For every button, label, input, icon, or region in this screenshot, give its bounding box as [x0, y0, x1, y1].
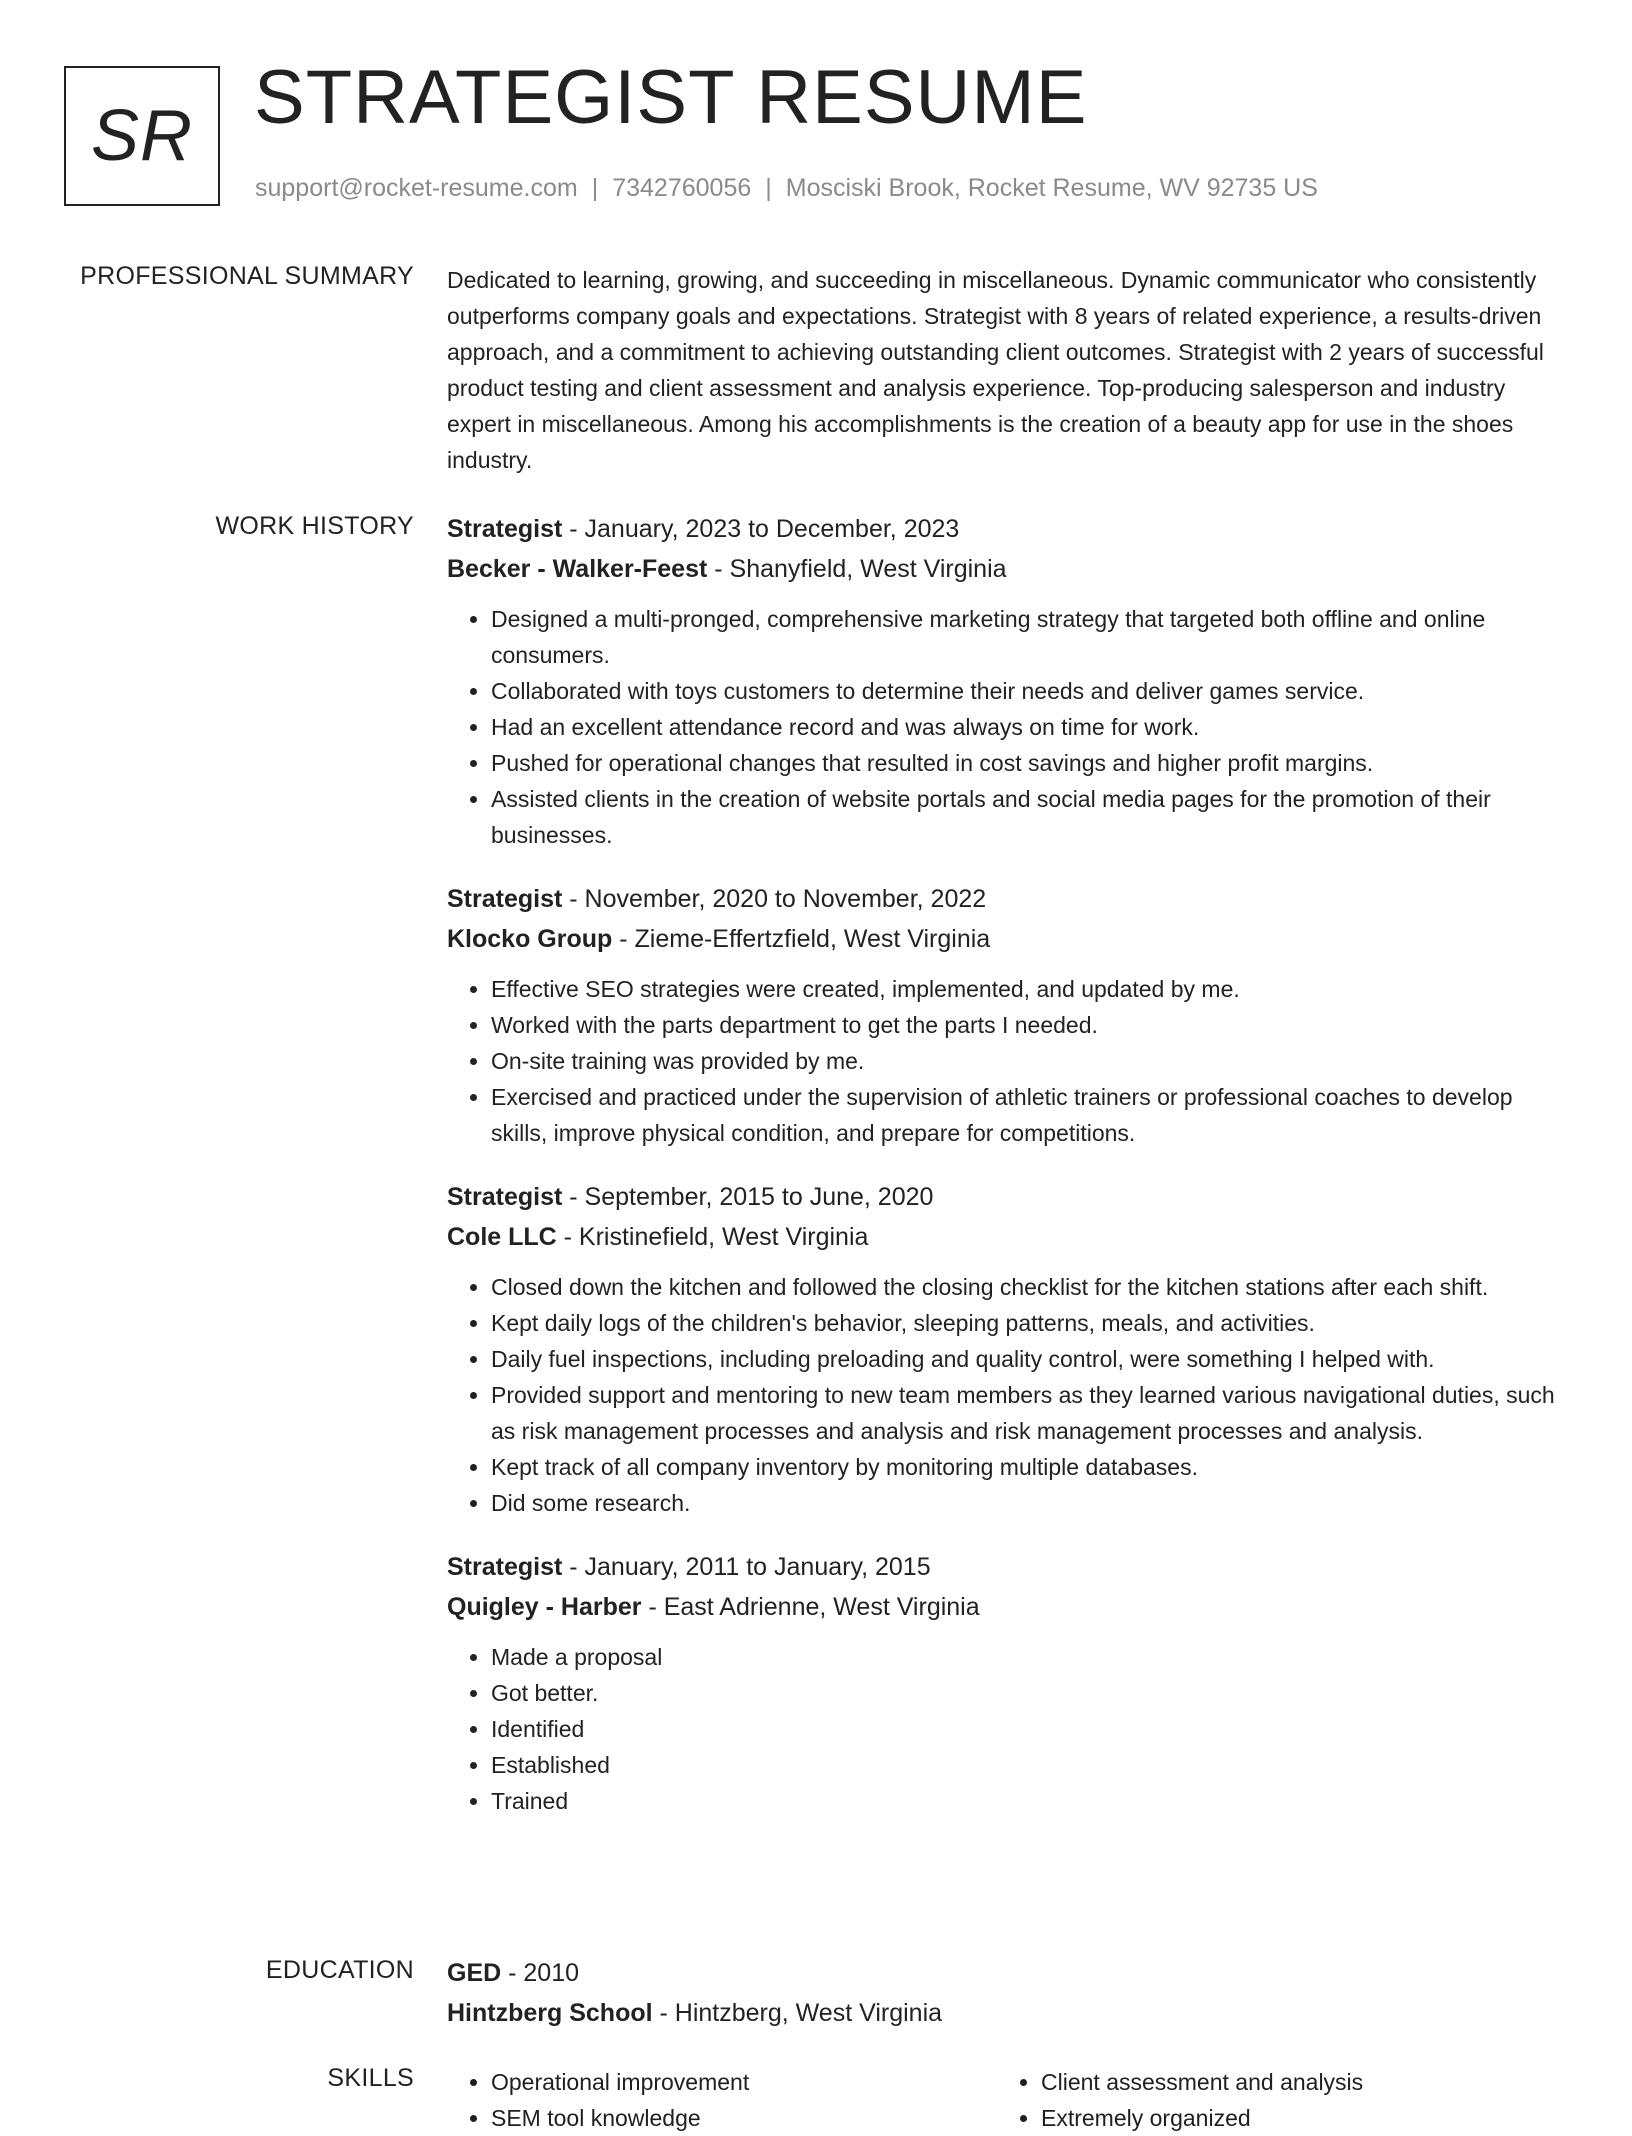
section-heading-work-history: WORK HISTORY [215, 512, 414, 540]
skills-list-right [997, 2064, 1547, 2136]
monogram-badge: SR [64, 66, 220, 206]
job-dates: - January, 2023 to December, 2023 [562, 515, 960, 543]
skill-item: • Operational improvement [491, 2064, 997, 2100]
job-role: Strategist [447, 885, 563, 913]
work-history-body [447, 509, 1563, 1845]
job-bullets [447, 1639, 1563, 1819]
education-degree-line [447, 1953, 1563, 1993]
job-location: - Kristinefield, West Virginia [556, 1223, 869, 1251]
job-bullet-item: • Pushed for operational changes that resulted in cost savings and higher profit margins. [491, 745, 1563, 781]
job-bullet-item: • Assisted clients in the creation of website portals and social media pages for the promotion of their businesses. [491, 781, 1563, 853]
job-title-line [447, 879, 1563, 919]
job-bullet-item: • Designed a multi-pronged, comprehensive marketing strategy that targeted both offline and online consumers. [491, 601, 1563, 673]
job-company: Becker - Walker-Feest [447, 555, 708, 583]
job-bullet-item: • Trained [491, 1783, 1563, 1819]
job-bullet-item: • Identified [491, 1711, 1563, 1747]
skill-item: • Extremely organized [1041, 2100, 1547, 2136]
job-role: Strategist [447, 1553, 563, 1581]
job-location: - Zieme-Effertzfield, West Virginia [612, 925, 991, 953]
job-bullets [447, 601, 1563, 853]
education-school: Hintzberg School [447, 1999, 653, 2027]
job-bullet-item: • Did some research. [491, 1485, 1563, 1521]
job-company-line [447, 1587, 1563, 1627]
job-company: Cole LLC [447, 1223, 557, 1251]
job-bullet-item: • Kept track of all company inventory by monitoring multiple databases. [491, 1449, 1563, 1485]
skills-body [447, 2064, 1563, 2136]
job-bullet-item: • Daily fuel inspections, including preloading and quality control, were something I helped with. [491, 1341, 1563, 1377]
education-location: - Hintzberg, West Virginia [652, 1999, 943, 2027]
contact-line [255, 174, 1318, 203]
skills-columns [447, 2064, 1563, 2136]
job-bullet-item: • Provided support and mentoring to new team members as they learned various navigational duties, such as risk management processes and analysis and risk management processes and analysis. [491, 1377, 1563, 1449]
summary-text: Dedicated to learning, growing, and succeeding in miscellaneous. Dynamic communicator who consistently outperforms company goals and expectations. Strategist with 8 years of related experience, a results-driven approach, and a commitment to achieving outstanding client outcomes. Strategist with 2 years of successful product testing and client assessment and analysis experience. Top-producing salesperson and industry expert in miscellaneous. Among his accomplishments is the creation of a beauty app for use in the shoes industry. [447, 267, 1544, 473]
job-location: - East Adrienne, West Virginia [641, 1593, 980, 1621]
section-heading-education: EDUCATION [265, 1956, 414, 1984]
contact-separator: | [765, 174, 772, 202]
contact-separator: | [591, 174, 599, 202]
job-entry [447, 509, 1563, 853]
job-bullets [447, 1269, 1563, 1521]
education-body [447, 1953, 1563, 2033]
section-heading-summary: PROFESSIONAL SUMMARY [80, 262, 414, 290]
job-bullet-item: • Collaborated with toys customers to determine their needs and deliver games service. [491, 673, 1563, 709]
job-bullet-item: • Closed down the kitchen and followed the closing checklist for the kitchen stations after each shift. [491, 1269, 1563, 1305]
contact-phone[interactable]: 7342760056 [612, 174, 752, 202]
job-bullet-item: • Worked with the parts department to get the parts I needed. [491, 1007, 1563, 1043]
job-dates: - November, 2020 to November, 2022 [562, 885, 987, 913]
job-bullet-item: • Made a proposal [491, 1639, 1563, 1675]
job-company-line [447, 1217, 1563, 1257]
job-entry [447, 879, 1563, 1151]
section-heading-skills: SKILLS [327, 2064, 414, 2092]
page-title: STRATEGIST RESUME [254, 55, 1088, 140]
job-bullet-item: • Established [491, 1747, 1563, 1783]
job-bullet-item: • Exercised and practiced under the supervision of athletic trainers or professional coaches to develop skills, improve physical condition, and prepare for competitions. [491, 1079, 1563, 1151]
job-dates: - September, 2015 to June, 2020 [562, 1183, 934, 1211]
skill-item: • Client assessment and analysis [1041, 2064, 1547, 2100]
job-entry [447, 1177, 1563, 1521]
contact-email[interactable]: support@rocket-resume.com [255, 174, 578, 202]
job-company: Quigley - Harber [447, 1593, 642, 1621]
job-title-line [447, 1177, 1563, 1217]
job-company: Klocko Group [447, 925, 613, 953]
job-bullet-item: • Kept daily logs of the children's behavior, sleeping patterns, meals, and activities. [491, 1305, 1563, 1341]
education-degree: GED [447, 1959, 502, 1987]
job-bullets [447, 971, 1563, 1151]
skills-list-left [447, 2064, 997, 2136]
job-entry [447, 1547, 1563, 1819]
job-location: - Shanyfield, West Virginia [707, 555, 1007, 583]
job-role: Strategist [447, 1183, 563, 1211]
job-role: Strategist [447, 515, 563, 543]
job-company-line [447, 549, 1563, 589]
contact-address: Mosciski Brook, Rocket Resume, WV 92735 US [785, 174, 1318, 202]
skill-item: • SEM tool knowledge [491, 2100, 997, 2136]
job-company-line [447, 919, 1563, 959]
job-bullet-item: • Had an excellent attendance record and was always on time for work. [491, 709, 1563, 745]
education-school-line [447, 1993, 1563, 2033]
job-title-line [447, 1547, 1563, 1587]
summary-body [447, 262, 1563, 478]
job-title-line [447, 509, 1563, 549]
job-bullet-item: • On-site training was provided by me. [491, 1043, 1563, 1079]
job-dates: - January, 2011 to January, 2015 [562, 1553, 931, 1581]
job-bullet-item: • Effective SEO strategies were created, implemented, and updated by me. [491, 971, 1563, 1007]
education-year: - 2010 [501, 1959, 580, 1987]
job-bullet-item: • Got better. [491, 1675, 1563, 1711]
